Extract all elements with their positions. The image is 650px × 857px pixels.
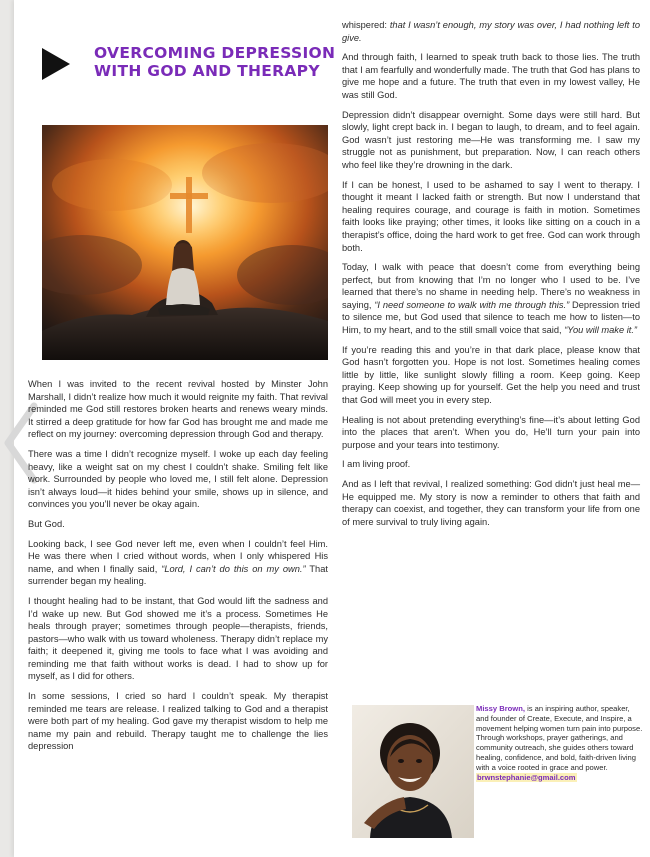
emphasis-quote: “You will make it.” bbox=[564, 325, 638, 336]
paragraph: There was a time I didn’t recognize myself. I woke up each day feeling heavy, like a weight sat on my chest I couldn’t shake. Smiling felt like work. Surrounded by people who loved me, I still felt alone. Depression isn’t always loud—it hides behind your smile, shows up in silence, and convinces you you’ll never be okay again. bbox=[28, 448, 328, 510]
paragraph bbox=[28, 538, 328, 588]
paragraph: But God. bbox=[28, 518, 65, 529]
paragraph: And as I left that revival, I realized something: God didn’t just heal me—He equipped me. My story is now a reminder to others that faith and therapy can coexist, and together, they can transform your life from one of mere survival to truly living again. bbox=[342, 479, 640, 527]
paragraph: And through faith, I learned to speak truth back to those lies. The truth that I am fearfully and wonderfully made. The truth that God has plans to give me hope and a future. The truth that even in my lowest valley, He was still God. bbox=[342, 52, 641, 100]
author-name: Missy Brown, bbox=[476, 704, 525, 713]
author-photo bbox=[352, 705, 474, 838]
text-run: Depression tried to silence me, but God used that silence to teach me how to listen—to Him, to my heart, and to the still small voice that said, bbox=[342, 299, 640, 336]
text-run: That surrender began my healing. bbox=[28, 563, 328, 587]
triangle-right-icon bbox=[42, 48, 70, 80]
emphasis-quote: “Lord, I can’t do this on my own.” bbox=[161, 563, 306, 574]
article-title: OVERCOMING DEPRESSION WITH GOD AND THERAPY bbox=[94, 44, 336, 80]
author-email-link[interactable]: brwnstephanie@gmail.com bbox=[477, 772, 576, 782]
paragraph: Depression didn’t disappear overnight. Some days were still hard. But slowly, light crept back in. I began to laugh, to dream, and to feel again. God wasn’t just restoring me—He was transforming me. I saw my struggle not as punishment, but preparation. Now, I can reach others who feel like they’re drowning in the dark. bbox=[342, 109, 640, 170]
author-bio-text: is an inspiring author, speaker, and founder of Create, Execute, and Inspire, a movement helping women turn pain into purpose. Through workshops, prayer gatherings, and community outreach, she guides others toward healing, confidence, and bold, faith-driven living with a voice rooted in grace and power. bbox=[476, 704, 643, 772]
left-column-text bbox=[28, 378, 328, 760]
emphasis-quote: that I wasn’t enough, my story was over, I had nothing left to give. bbox=[342, 20, 640, 43]
paragraph: Healing is not about pretending everything’s fine—it’s about letting God into the places that aren’t. When you do, He’ll turn your pain into purpose and your tears into testimony. bbox=[342, 414, 640, 450]
author-bio bbox=[476, 704, 644, 782]
paragraph: If I can be honest, I used to be ashamed to say I went to therapy. I thought it meant I lacked faith or strength. But now I understand that healing requires courage, and courage is faith in motion. Sometimes faith looks like praying; other times, it looks like sitting on a couch in a therapist’s office, doing the hard work to get free. God can work through both. bbox=[342, 179, 640, 253]
article-header bbox=[42, 44, 342, 104]
paragraph: I am living proof. bbox=[342, 459, 411, 470]
text-run: whispered: bbox=[342, 20, 390, 30]
paragraph: In some sessions, I cried so hard I couldn’t speak. My therapist reminded me tears are release. I realized talking to God and a therapist were both part of my healing. God gave my therapist wisdom to help me name my pain and rebuild. Therapy taught me to challenge the lies depression bbox=[28, 691, 328, 752]
paragraph bbox=[342, 19, 640, 44]
text-run: Today, I walk with peace that doesn’t come from everything being perfect, but from knowing that I’m no longer who I used to be. I’ve learned that there’s no shame in needing help. There’s no weakness in saying, bbox=[342, 262, 640, 310]
right-column-text bbox=[342, 19, 640, 535]
hero-image-person-praying-cross bbox=[42, 125, 328, 360]
paragraph bbox=[342, 261, 640, 337]
text-run: Looking back, I see God never left me, even when I couldn’t feel Him. He was there when I cried without words, when I only whispered His name, and when I finally said, bbox=[28, 538, 328, 574]
paragraph: If you’re reading this and you’re in that dark place, please know that God hasn’t forgotten you. Hope is not lost. Sometimes healing comes little by little, like sunlight slowly filling a room. Keep going. Keep praying. Keep showing up for yourself. Get the help you need and trust that God will meet you in every step. bbox=[342, 344, 640, 406]
emphasis-quote: “I need someone to walk with me through this.” bbox=[374, 299, 570, 310]
paragraph: When I was invited to the recent revival hosted by Minster John Marshall, I didn’t realize how much it would reignite my faith. That revival reminded me God still restores broken hearts and renews weary minds. It stirred a deep gratitude for how far God has brought me and made me reflect on my journey: overcoming depression through God and therapy. bbox=[28, 379, 328, 440]
paragraph: I thought healing had to be instant, that God would lift the sadness and I’d wake up new. But God showed me it’s a process. Sometimes He heals through prayer; sometimes through people—therapists, friends, pastors—who walk with us toward wholeness. Therapy didn’t replace my faith; it deepened it, giving me tools to face what I was avoiding and reminding me that faith without works is dead. I had to show up for myself, as I did for others. bbox=[28, 595, 328, 682]
